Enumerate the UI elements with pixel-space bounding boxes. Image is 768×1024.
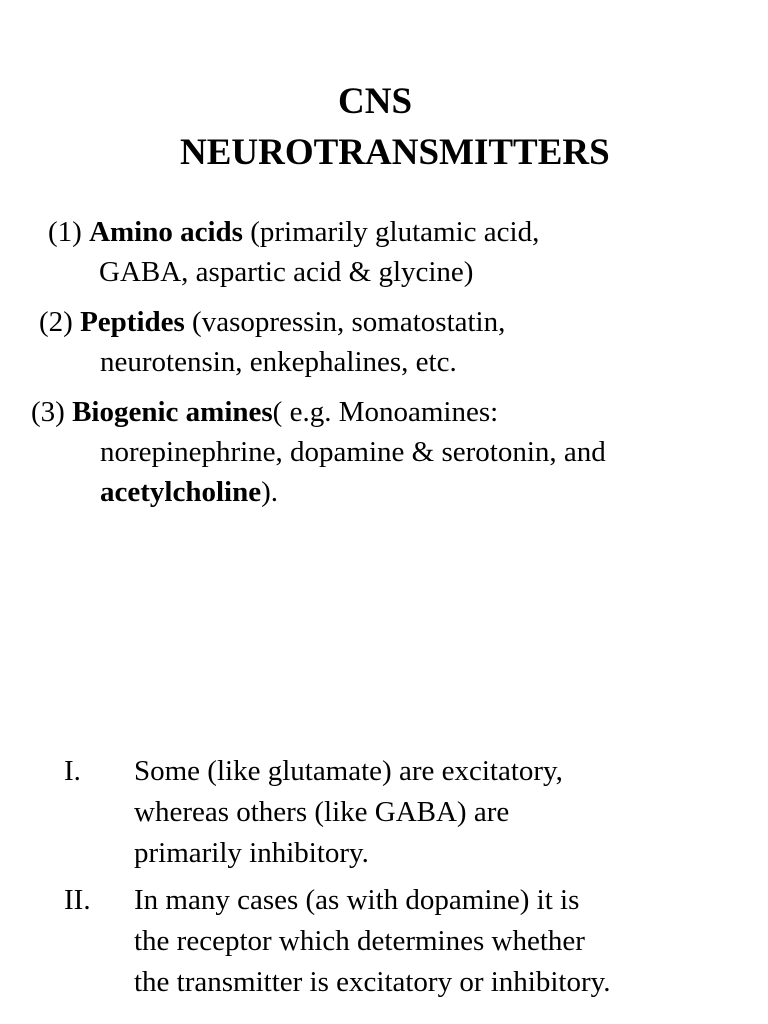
category-detail-end: ). — [261, 476, 278, 508]
note-line: In many cases (as with dopamine) it is — [134, 884, 580, 916]
category-continuation: GABA, aspartic acid & glycine) — [99, 256, 474, 288]
category-detail: (primarily glutamic acid, — [242, 216, 540, 248]
note-text — [134, 880, 611, 1003]
note-line: primarily inhibitory. — [134, 837, 369, 869]
category-number: (3) — [31, 396, 65, 428]
note-line: the receptor which determines whether — [134, 925, 585, 957]
category-continuation: norepinephrine, dopamine & serotonin, and — [100, 436, 606, 468]
note-line: the transmitter is excitatory or inhibitory. — [134, 966, 611, 998]
category-item-amino-acids — [48, 212, 539, 292]
title-line-1: CNS — [338, 81, 413, 122]
category-item-peptides — [39, 302, 505, 382]
category-line — [31, 392, 606, 432]
category-line — [39, 302, 505, 342]
note-text — [134, 751, 563, 874]
category-number: (2) — [39, 306, 73, 338]
note-numeral: II. — [64, 884, 91, 916]
category-continuation: neurotensin, enkephalines, etc. — [100, 346, 457, 378]
category-line — [48, 212, 539, 252]
category-name: Biogenic amines — [72, 396, 273, 428]
note-line: Some (like glutamate) are excitatory, — [134, 755, 563, 787]
category-item-biogenic-amines — [31, 392, 606, 512]
category-number: (1) — [48, 216, 82, 248]
category-detail: ( e.g. Monoamines: — [272, 396, 499, 428]
category-continuation — [100, 472, 606, 512]
acetylcholine-label: acetylcholine — [100, 476, 262, 508]
category-name: Amino acids — [89, 216, 243, 248]
title-line-2: NEUROTRANSMITTERS — [180, 132, 610, 173]
note-numeral: I. — [64, 755, 81, 787]
note-line: whereas others (like GABA) are — [134, 796, 510, 828]
category-name: Peptides — [80, 306, 185, 338]
category-detail: (vasopressin, somatostatin, — [184, 306, 506, 338]
